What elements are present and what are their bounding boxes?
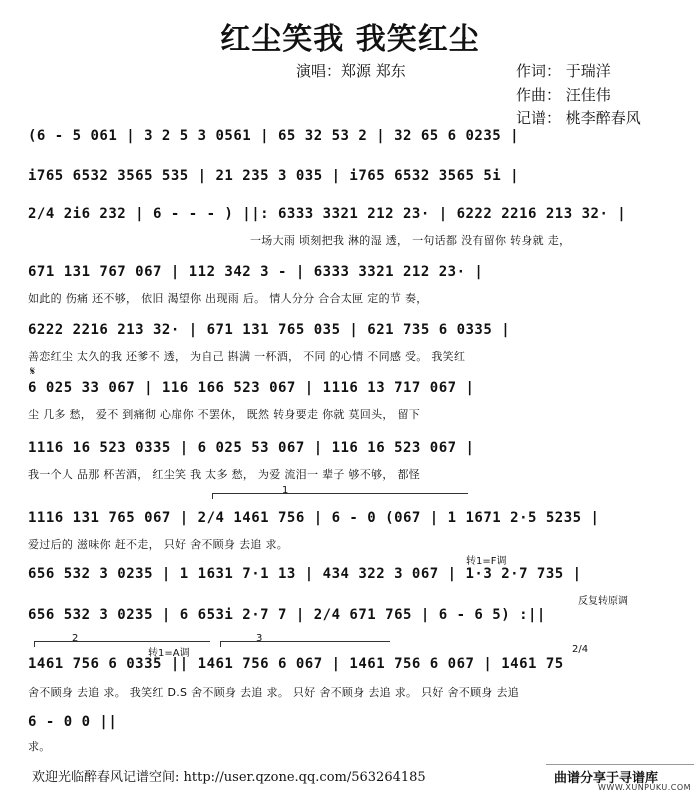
site-badge-label: 曲谱分享于寻谱库	[554, 771, 659, 786]
volta-bracket-2	[34, 641, 210, 642]
score-line-notes: 1116 16 523 0335 | 6 025 53 067 | 116 16 523 067 |	[28, 440, 475, 456]
time-signature-mark: 2/4	[572, 644, 589, 655]
score-line-notes: 6222 2216 213 32· | 671 131 765 035 | 621 735 6 0335 |	[28, 322, 511, 338]
volta-label-2: 2	[72, 633, 79, 644]
score-line-notes: 656 532 3 0235 | 1 1631 7·1 13 | 434 322 3 067 | 1·3 2·7 735 |	[28, 566, 582, 582]
volta-bracket-tick	[220, 641, 221, 647]
score-line-notes: (6 - 5 061 | 3 2 5 3 0561 | 65 32 53 2 | 32 65 6 0235 |	[28, 128, 520, 144]
site-badge-url: WWW.XUNPUKU.COM	[598, 783, 692, 792]
score-line-notes: 6 025 33 067 | 116 166 523 067 | 1116 13 717 067 |	[28, 380, 475, 396]
volta-label-3: 3	[256, 633, 263, 644]
score-line-notes: 2/4 2i6 232 | 6 - - - ) ||: 6333 3321 212 23· | 6222 2216 213 32· |	[28, 206, 627, 222]
score-line-lyrics: 我一个人 品那 杯苦酒， 红尘笑 我 太多 愁， 为爱 流泪一 辈子 够不够， 都怪	[28, 468, 421, 481]
score-line-notes: 671 131 767 067 | 112 342 3 - | 6333 3321 212 23· |	[28, 264, 484, 280]
footer-text: 欢迎光临醉春风记谱空间: http://user.qzone.qq.com/563264185	[32, 770, 426, 785]
singer-credit: 演唱：郑源 郑东	[296, 62, 406, 80]
volta-bracket-tick	[212, 493, 213, 499]
score-line-lyrics: 如此的 伤痛 还不够， 依旧 渴望你 出现雨 后。 情人分分 合合太匣 定的节 奏，	[28, 292, 428, 305]
volta-bracket-3	[220, 641, 390, 642]
composer-credit: 作曲： 汪佳伟	[516, 86, 611, 104]
song-title: 红尘笑我 我笑红尘	[220, 22, 480, 57]
score-line-notes: 1461 756 6 0335 || 1461 756 6 067 | 1461 756 6 067 | 1461 75	[28, 656, 564, 672]
key-change-f: 转1=F调	[466, 556, 507, 567]
lyricist-credit: 作词： 于瑞洋	[516, 62, 611, 80]
key-change-return: 反复转原调	[578, 596, 628, 607]
score-line-lyrics: 尘 几多 愁， 爱不 到痛彻 心扉你 不罢休， 既然 转身要走 你就 莫回头， 留下	[28, 408, 421, 421]
score-line-notes: 656 532 3 0235 | 6 653i 2·7 7 | 2/4 671 765 | 6 - 6 5) :||	[28, 607, 546, 623]
segno-sign: 𝄋	[30, 364, 36, 378]
site-badge	[546, 764, 694, 795]
score-line-lyrics: 求。	[28, 740, 51, 753]
score-line-notes: 1116 131 765 067 | 2/4 1461 756 | 6 - 0 (067 | 1 1671 2·5 5235 |	[28, 510, 600, 526]
volta-bracket-1	[212, 493, 468, 494]
score-line-lyrics: 爱过后的 滋味你 赶不走， 只好 舍不顾身 去追 求。	[28, 538, 289, 551]
transcriber-credit: 记谱： 桃李醉春风	[516, 109, 641, 127]
score-line-lyrics: 善恋红尘 太久的我 还爹不 透， 为自己 斟满 一杯酒， 不同 的心情 不同感 受。 我笑红	[28, 350, 466, 363]
volta-bracket-tick	[34, 641, 35, 647]
key-change-a: 转1=A调	[148, 648, 190, 659]
score-line-lyrics: 舍不顾身 去追 求。 我笑红 D.S 舍不顾身 去追 求。 只好 舍不顾身 去追 求。 只好 舍不顾身 去追	[28, 686, 520, 699]
volta-label-1: 1	[282, 485, 289, 496]
score-line-lyrics: 一场大雨 顷刻把我 淋的湿 透， 一句话都 没有留你 转身就 走，	[250, 234, 571, 247]
score-line-notes: 6 - 0 0 ||	[28, 714, 118, 730]
score-line-notes: i765 6532 3565 535 | 21 235 3 035 | i765 6532 3565 5i |	[28, 168, 520, 184]
